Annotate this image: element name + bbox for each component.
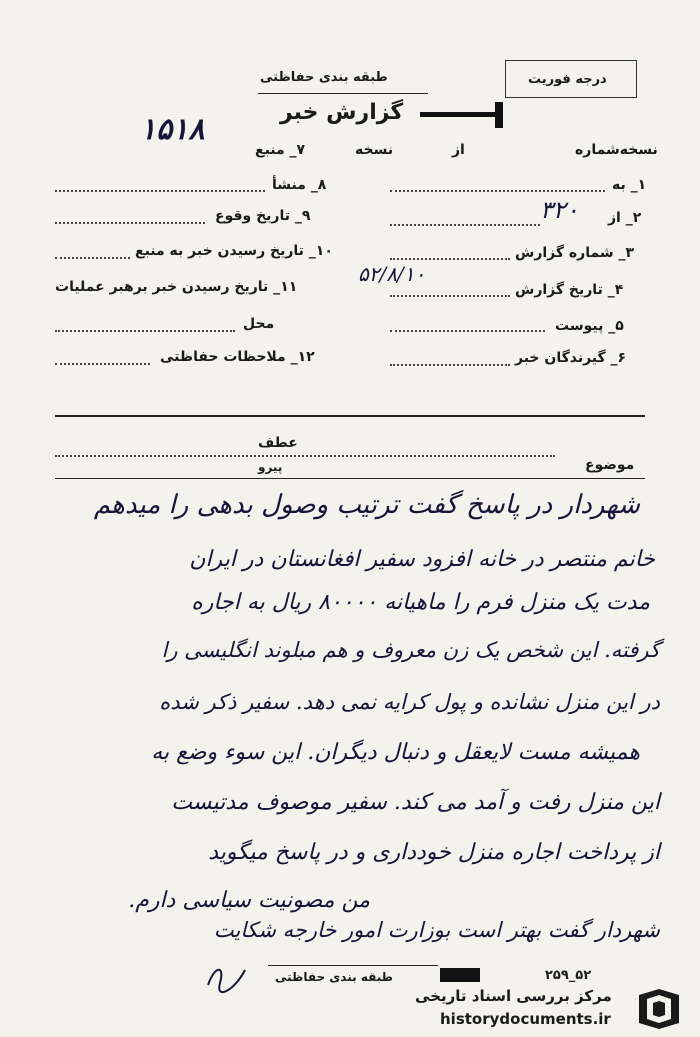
field-ops-received-date-label: ۱۱_ تاریخ رسیدن خبر برهبر عملیات: [55, 279, 298, 295]
body-line-5: در این منزل نشانده و پول کرایه نمی دهد. سفیر ذکر شده: [159, 690, 660, 714]
field-occurrence-date-label: ۹_ تاریخ وقوع: [215, 208, 311, 224]
field-attachment-line: [390, 330, 545, 332]
body-line-4: گرفته. این شخص یک زن معروف و هم مبلوند انگلیسی را: [161, 638, 660, 662]
body-line-2: خانم منتصر در خانه افزود سفیر افغانستان در ایران: [189, 547, 655, 572]
handwritten-serial-number: ۱۵۱۸: [140, 112, 205, 147]
body-line-7: این منزل رفت و آمد می کند. سفیر موصوف مدتیست: [171, 790, 660, 815]
reference-label: عطف: [258, 435, 298, 451]
field-source-label: ۷_ منبع: [255, 142, 306, 158]
field-origin-line: [55, 190, 265, 192]
priority-label: درجه فوریت: [528, 72, 607, 87]
subject-line-1: [55, 455, 555, 457]
body-line-3: مدت یک منزل فرم را ماهیانه ۸۰۰۰۰ ریال به اجاره: [191, 590, 650, 615]
field-recipients-line: [390, 364, 510, 366]
field-report-number-line: [390, 258, 510, 260]
signature-scribble: [200, 955, 260, 995]
title-redaction-bar: [420, 112, 500, 117]
header-divider: [55, 415, 645, 417]
classification-top: طبقه بندی حفاظتی: [260, 70, 388, 85]
field-from-line: [390, 224, 540, 226]
footer-redaction-mark: [440, 968, 480, 982]
from-label: از: [452, 142, 465, 158]
copy-label: نسخه: [355, 142, 394, 158]
field-report-date-label: ۴_ تاریخ گزارش: [515, 282, 624, 298]
field-report-date-line: [390, 295, 510, 297]
field-to-line: [390, 190, 605, 192]
body-line-8: از پرداخت اجاره منزل خودداری و در پاسخ میگوید: [208, 840, 660, 865]
field-recipients-label: ۶_ گیرندگان خبر: [515, 350, 627, 366]
watermark-logo-icon: [633, 985, 685, 1033]
body-line-9: من مصونیت سیاسی دارم.: [128, 888, 370, 913]
copy-number-label: نسخه‌شماره: [575, 142, 658, 158]
follow-label: پیرو: [258, 460, 283, 474]
field-occurrence-date-line: [55, 222, 205, 224]
footer-rule: [268, 965, 438, 966]
field-location-label: محل: [243, 316, 275, 332]
watermark-org-name: مرکز بررسی اسناد تاریخی: [415, 987, 612, 1005]
report-title: گزارش خبر: [280, 100, 404, 125]
field-from-label: ۲_ از: [608, 210, 642, 226]
field-attachment-label: ۵_ پیوست: [555, 318, 624, 334]
body-line-6: همیشه مست لایعقل و دنبال دیگران. این سوء وضع به: [151, 740, 640, 765]
body-line-1: شهردار در پاسخ گفت ترتیب وصول بدهی را میدهم: [93, 490, 640, 520]
field-origin-label: ۸_ منشأ: [272, 177, 327, 193]
classification-underline: [258, 93, 428, 94]
field-source-received-date-line: [55, 257, 130, 259]
field-to-label: ۱_ به: [612, 177, 647, 193]
field-from-value: ۳۲۰: [540, 196, 579, 224]
body-line-10: شهردار گفت بهتر است بوزارت امور خارجه شکایت: [213, 918, 660, 942]
form-code: ۲۵۹_۵۲: [545, 968, 592, 983]
classification-bottom: طبقه بندی حفاظتی: [275, 970, 393, 984]
field-report-number-label: ۳_ شماره گزارش: [515, 245, 635, 261]
field-report-date-value: ۵۲/۸/۱۰: [358, 262, 426, 286]
watermark-url: historydocuments.ir: [440, 1010, 611, 1028]
subject-label: موضوع: [585, 457, 635, 473]
field-security-notes-label: ۱۲_ ملاحظات حفاظتی: [160, 349, 315, 365]
field-security-notes-line: [55, 363, 150, 365]
subject-divider: [55, 478, 645, 479]
title-redaction-mark: [495, 102, 503, 128]
field-source-received-date-label: ۱۰_ تاریخ رسیدن خبر به منبع: [135, 243, 333, 259]
field-location-line: [55, 330, 235, 332]
